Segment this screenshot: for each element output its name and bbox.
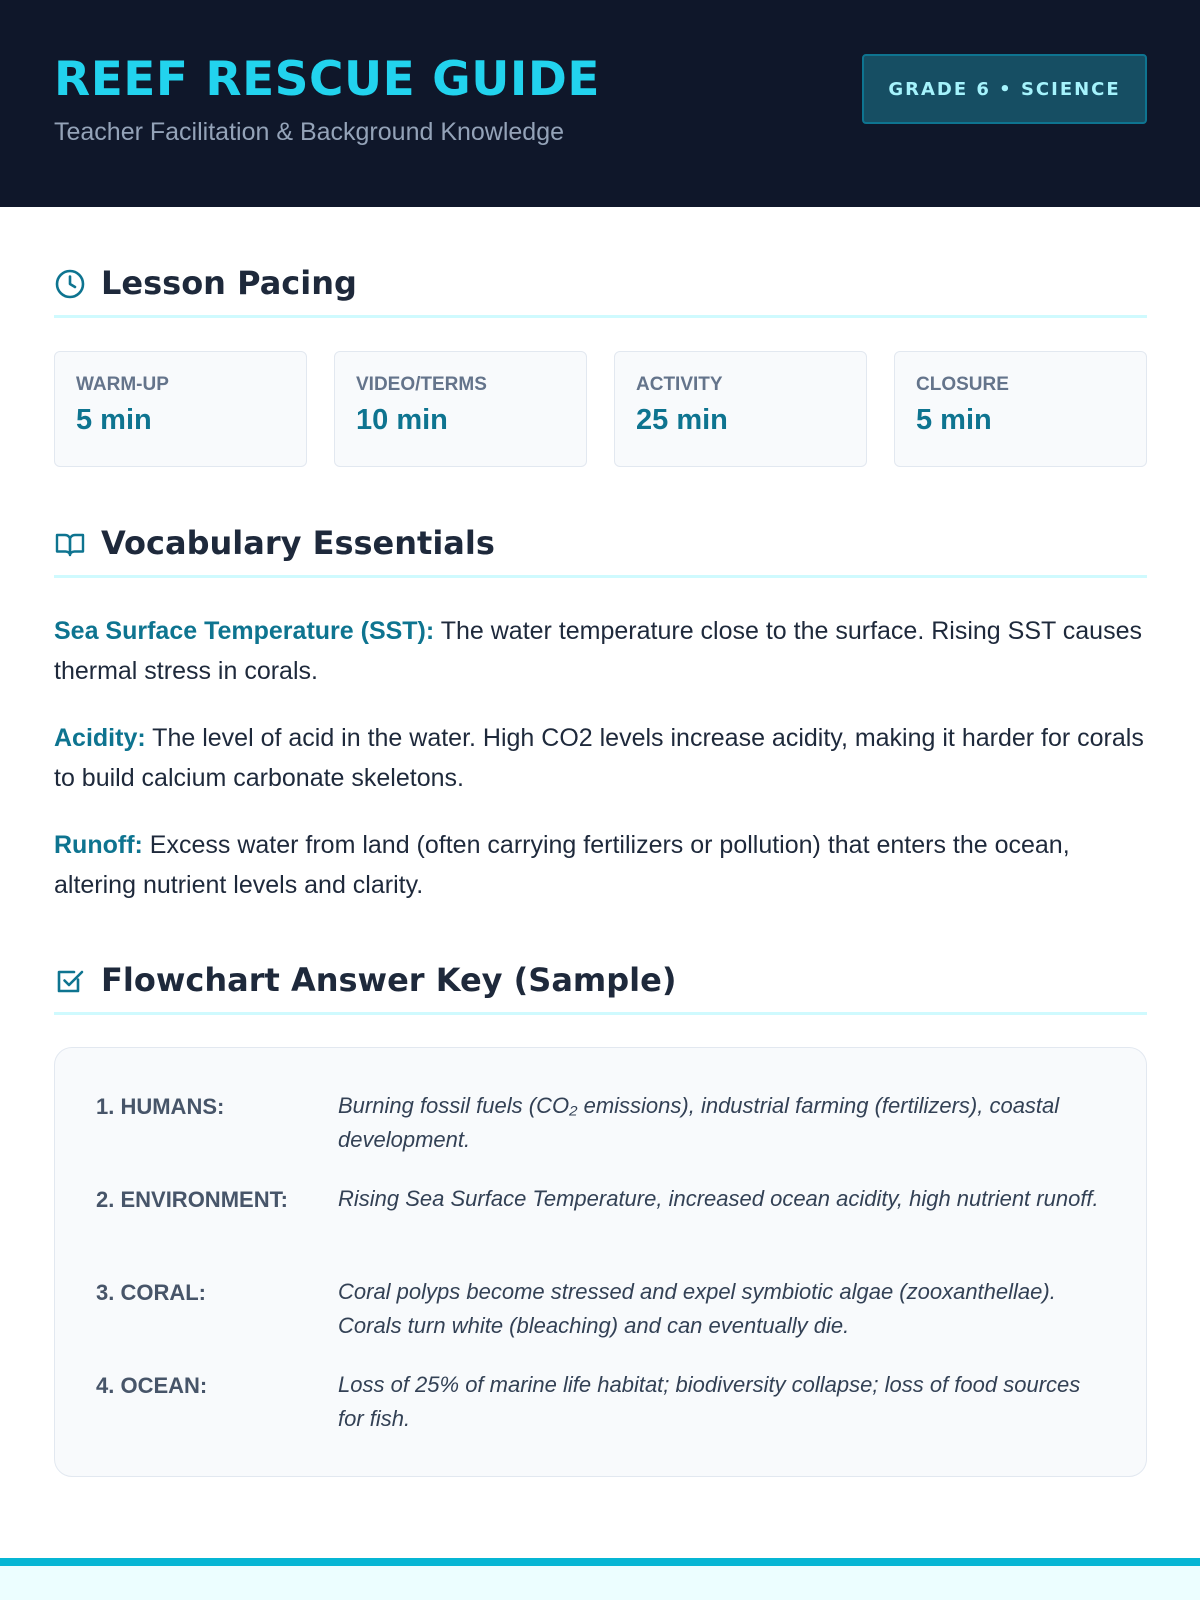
pacing-value: 25 min — [636, 404, 728, 436]
pacing-value: 5 min — [916, 404, 992, 436]
pacing-label: CLOSURE — [916, 374, 1009, 395]
vocab-term: Acidity: — [54, 724, 146, 752]
pacing-card-closure — [894, 351, 1147, 467]
section-lesson-pacing — [54, 264, 1147, 318]
pacing-label: WARM-UP — [76, 374, 169, 395]
pacing-card-activity — [614, 351, 867, 467]
answer-key-text: Rising Sea Surface Temperature, increased ocean acidity, high nutrient runoff. — [338, 1186, 1099, 1211]
answer-key-text: Coral polyps become stressed and expel symbiotic algae (zooxanthellae). Corals turn white (bleaching) and can eventually die. — [338, 1279, 1056, 1338]
page-title: REEF RESCUE GUIDE — [54, 52, 600, 107]
section-answer-key — [54, 961, 1147, 1015]
page-subtitle: Teacher Facilitation & Background Knowledge — [54, 118, 565, 146]
vocab-entry — [54, 825, 1147, 905]
vocab-entry — [54, 611, 1147, 691]
vocab-entry — [54, 718, 1147, 798]
vocab-definition: Excess water from land (often carrying fertilizers or pollution) that enters the ocean, altering nutrient levels and clarity. — [54, 831, 1070, 899]
page-header — [0, 0, 1200, 207]
pacing-card-warm-up — [54, 351, 307, 467]
answer-key-text: Burning fossil fuels (CO₂ emissions), industrial farming (fertilizers), coastal development. — [338, 1093, 1060, 1152]
section-title: Flowchart Answer Key (Sample) — [101, 961, 677, 999]
section-title: Lesson Pacing — [101, 264, 357, 302]
pacing-value: 5 min — [76, 404, 152, 436]
pacing-label: ACTIVITY — [636, 374, 723, 395]
answer-key-label: 1. HUMANS: — [96, 1094, 225, 1119]
vocab-definition: The level of acid in the water. High CO2 levels increase acidity, making it harder for corals to build calcium carbonate skeletons. — [54, 724, 1144, 792]
clock-icon — [54, 268, 86, 300]
book-open-icon — [54, 528, 86, 560]
checkbox-icon — [54, 965, 86, 997]
answer-key-label: 3. CORAL: — [96, 1280, 206, 1305]
answer-key-card — [54, 1047, 1147, 1477]
answer-key-text: Loss of 25% of marine life habitat; biodiversity collapse; loss of food sources for fish. — [338, 1372, 1081, 1431]
section-title: Vocabulary Essentials — [101, 524, 495, 562]
pacing-card-video-terms — [334, 351, 587, 467]
pacing-value: 10 min — [356, 404, 448, 436]
footer-divider — [0, 1558, 1200, 1566]
footer — [0, 1566, 1200, 1600]
vocab-term: Runoff: — [54, 831, 143, 859]
answer-key-label: 2. ENVIRONMENT: — [96, 1187, 288, 1212]
answer-key-label: 4. OCEAN: — [96, 1373, 208, 1398]
pacing-label: VIDEO/TERMS — [356, 374, 487, 395]
grade-badge: GRADE 6 • SCIENCE — [862, 54, 1147, 124]
section-vocabulary — [54, 524, 1147, 578]
vocab-definition: The water temperature close to the surface. Rising SST causes thermal stress in corals. — [54, 617, 1142, 685]
vocab-term: Sea Surface Temperature (SST): — [54, 617, 435, 645]
